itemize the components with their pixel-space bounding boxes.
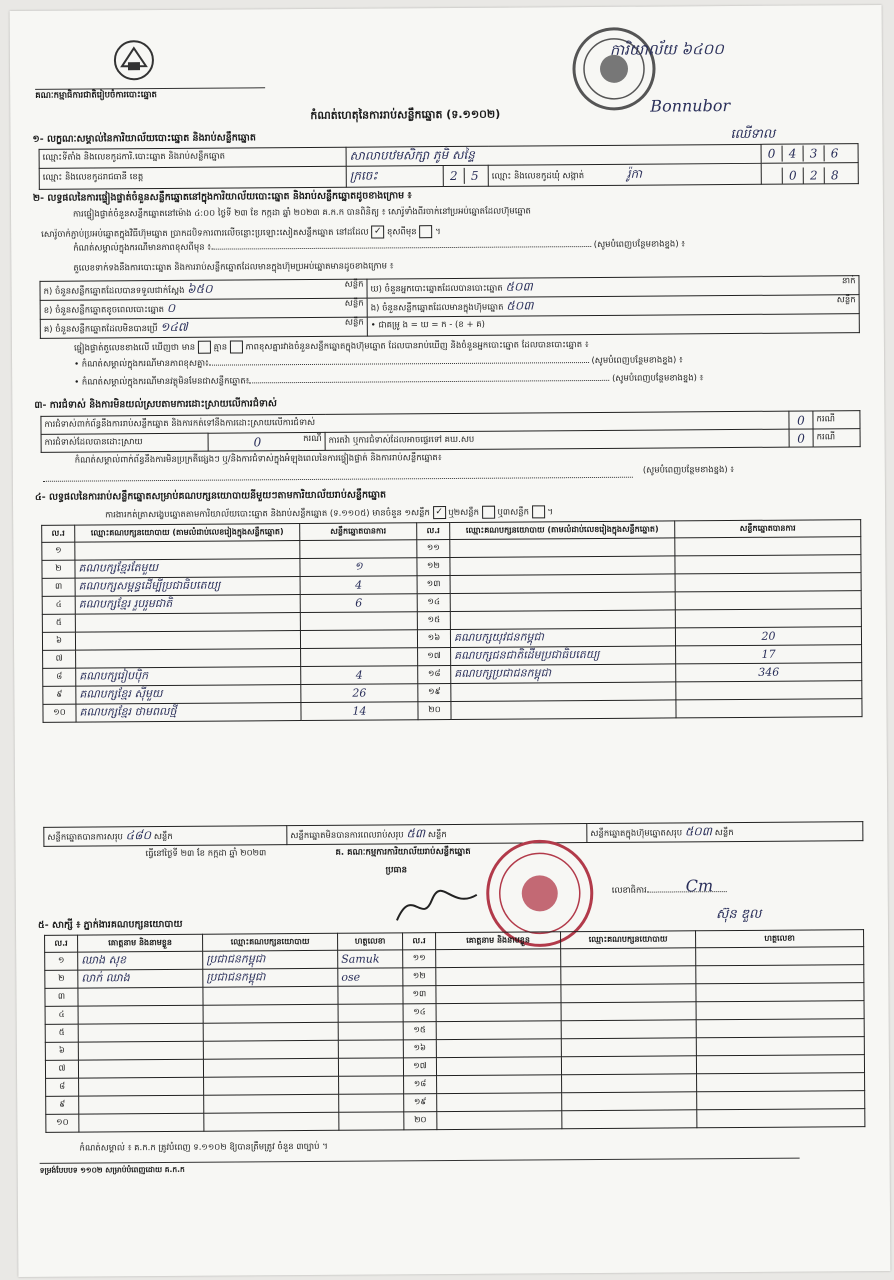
total-invalid: សន្លឹកឆ្នោតមិនបានការពេលរាប់សរុប ៥៣ សន្លឹក — [287, 824, 587, 845]
row-no: ១៥ — [417, 611, 450, 629]
witness-signature: ose — [338, 968, 403, 986]
witness-name — [436, 985, 561, 1004]
section1-table — [39, 143, 859, 190]
col-votes-2: សន្លឹកឆ្នោតបានការ — [675, 520, 861, 538]
witness-party — [561, 966, 696, 985]
count-label-2: ង) ចំនួនសន្លឹកឆ្នោតដែលមានក្នុងហ៊ុមឆ្នោត ៥០៣ សន្លឹក — [367, 295, 859, 317]
vote-count — [675, 573, 861, 592]
chair-label: ប្រធាន — [385, 865, 408, 876]
two-sheet-checkbox[interactable] — [482, 506, 495, 519]
party-name: គណបក្សជនជាតិដើមប្រជាធិបតេយ្យ — [451, 646, 676, 666]
row-no: ៤ — [45, 1006, 78, 1024]
secretary-name: ស៊ុន ឌួល — [715, 906, 762, 923]
vote-count: 20 — [675, 627, 861, 646]
objection-fill-hint: (សូមបំពេញបន្ថែមខាងខ្នង) ៖ — [642, 465, 735, 476]
objection-label: ការជំទាស់ពាក់ព័ន្ធនឹងការរាប់សន្លឹកឆ្នោត និងការកត់ទៅនឹងការដោះស្រាយលើការជំទាស់ — [41, 411, 789, 434]
count-table — [39, 275, 859, 339]
section4-intro: ការងារកត់ត្រាសង្ខេបឆ្នោតតាមការិយាល័យបោះឆ្នោត និងរាប់សន្លឹកឆ្នោត (ទ.១១០៥) មានចំនួន ១សន្លឹក ✓ ឬ២សន្លឹក ឬ៣សន្លឹក ។ — [105, 507, 554, 521]
party-name — [451, 682, 676, 702]
witness-signature — [696, 983, 864, 1002]
commune-code: 0 2 8 — [761, 163, 858, 185]
party-name: គណបក្សខ្មែរតែមួយ — [75, 559, 300, 579]
party-name: គណបក្សខ្មែរ ថាមពលថ្មី — [76, 703, 301, 723]
witness-signature — [338, 1004, 403, 1022]
results-table — [41, 519, 862, 723]
witness-name — [436, 949, 561, 968]
row-no: ១៩ — [418, 683, 451, 701]
count-label-2: ឃ) ចំនួនអ្នកបោះឆ្នោតដែលបានបោះឆ្នោត ៥០៣ នាក់ — [367, 276, 859, 298]
col-party-2: ឈ្មោះគណបក្សនយោបាយ (តាមលំដាប់លេខរៀងក្នុងសន្លឹកឆ្នោត) — [450, 521, 675, 540]
footer-note: កំណត់សម្គាល់ ៖ គ.ក.ក ត្រូវបំពេញ ទ.១១០២ ឱ្យបានត្រឹមត្រូវ ចំនួន ៣ច្បាប់ ។ — [79, 1141, 328, 1154]
vote-count — [675, 609, 861, 628]
vote-count — [675, 591, 861, 610]
count-label: ខ) ចំនួនសន្លឹកឆ្នោតខូចពេលបោះឆ្នោត ០ សន្លឹក — [40, 298, 367, 319]
witness-party — [562, 1110, 697, 1129]
witness-signature — [697, 1109, 865, 1128]
location-value: សាលាបឋមសិក្សា ភូមិ សន្ទៃ — [346, 144, 761, 166]
witness-party — [204, 1112, 339, 1131]
party-name — [450, 556, 675, 576]
row-no: ១០ — [43, 704, 76, 722]
party-name: គណបក្សខ្មែរ រួបរួមជាតិ — [75, 595, 300, 615]
col-no: ល.រ — [42, 525, 75, 542]
row-no: ២ — [45, 970, 78, 988]
col-no-2: ល.រ — [417, 522, 450, 539]
party-name — [75, 631, 300, 651]
witness-party — [203, 1058, 338, 1077]
check-line: ផ្ទៀងផ្ទាត់តួលេខខាងលើ ឃើញថា មាន គ្មាន ភាពខុសគ្នារវាងចំនួនសន្លឹកឆ្នោតក្នុងហ៊ុមឆ្នោត ដែលបានរាប់ឃើញ និងចំនួនអ្នកបោះឆ្នោត ដែលបានបោះឆ្នោត ៖ — [73, 340, 589, 354]
vote-count: ១ — [300, 558, 417, 577]
witness-name — [78, 1023, 203, 1042]
col-votes: សន្លឹកឆ្នោតបានការ — [300, 523, 417, 541]
vote-count: 4 — [300, 576, 417, 595]
row-no: ៩ — [46, 1096, 79, 1114]
witness-signature — [696, 965, 864, 984]
witness-party — [562, 1092, 697, 1111]
row-no: ១៣ — [403, 986, 436, 1004]
party-name: គណបក្សប្រជាជនកម្ពុជា — [451, 664, 676, 684]
witness-name — [79, 1113, 204, 1132]
party-name: គណបក្សខ្មែរ ស៊ីមួយ — [76, 685, 301, 705]
witness-party — [204, 1076, 339, 1095]
witness-party — [203, 1004, 338, 1023]
witness-party — [561, 1056, 696, 1075]
row-no: ១២ — [403, 968, 436, 986]
row-no: ៥ — [42, 614, 75, 632]
witness-party — [203, 1040, 338, 1059]
witness-name — [436, 967, 561, 986]
row-no: ២ — [42, 560, 75, 578]
vote-count: 14 — [301, 702, 418, 721]
witness-name — [436, 1021, 561, 1040]
section4-title: ៤- លទ្ធផលនៃការរាប់សន្លឹកឆ្នោតសម្រាប់គណបក្សនយោបាយនីមួយៗតាមការិយាល័យរាប់សន្លឹកឆ្នោត — [34, 489, 387, 503]
signer-note: Bonnubor — [650, 96, 731, 116]
witness-name — [78, 1059, 203, 1078]
witness-signature — [696, 1055, 864, 1074]
section5-title: ៥- សាក្សី ៖ ភ្នាក់ងារគណបក្សនយោបាយ — [37, 918, 183, 931]
row-no: ៦ — [42, 632, 75, 650]
row-no: ១៨ — [418, 665, 451, 683]
count-label: ក) ចំនួនសន្លឹកឆ្នោតដែលបានទទួលជាក់ស្តែង ៦៥០ សន្លឹក — [40, 279, 367, 300]
form-sheet — [10, 5, 891, 1277]
office-stamp-icon — [570, 25, 659, 114]
witness-signature — [338, 986, 403, 1004]
vote-count — [301, 648, 418, 667]
secretary-label: លេខាធិការ — [612, 886, 727, 897]
row-no: ៧ — [45, 1060, 78, 1078]
section2-title: ២- លទ្ធផលនៃការផ្ទៀងផ្ទាត់ចំនួនសន្លឹកឆ្នោតនៅក្នុងការិយាល័យបោះឆ្នោត និងរាប់សន្លឹកឆ្នោតដូចខាងក្រោម ៖ — [32, 190, 412, 204]
vote-count: 4 — [301, 666, 418, 685]
witness-name — [436, 1057, 561, 1076]
objection-note-line — [43, 477, 633, 482]
made-at: ធ្វើនៅថ្ងៃទី ២៣ ខែ កក្កដា ឆ្នាំ ២០២៣ — [145, 848, 267, 860]
witness-signature — [696, 1019, 864, 1038]
objection-table — [40, 410, 860, 453]
bullet-note-2: • កំណត់សម្គាល់ក្នុងករណីមានវត្ថុមិនមែនជាសន្លឹកឆ្នោត៖ (សូមបំពេញបន្ថែមខាងខ្នង) ៖ — [74, 373, 704, 388]
section1-title: ១- លក្ខណៈសម្គាល់នៃការិយាល័យបោះឆ្នោត និងរាប់សន្លឹកឆ្នោត — [32, 132, 256, 145]
witness-party: ប្រជាជនកម្ពុជា — [203, 968, 338, 987]
transferred-label: ការតវ៉ា ឬការជំទាស់ដែលអាចផ្ទេរទៅ គឃ.សប — [325, 429, 789, 450]
witness-name: ឈាង សុខ — [78, 951, 203, 970]
section2-note: កំណត់សម្គាល់ក្នុងករណីមានភាពខុសពីមុន ៖ (សូមបំពេញបន្ថែមខាងខ្នង) ៖ — [73, 239, 686, 254]
row-no: ៨ — [46, 1078, 79, 1096]
row-no: ១៤ — [417, 593, 450, 611]
secretary-signature: Cm — [685, 876, 714, 896]
witness-name — [78, 1041, 203, 1060]
row-no: ១ — [45, 952, 78, 970]
party-name: គណបក្សរៀបប៉ិក — [76, 667, 301, 687]
witness-name — [436, 1039, 561, 1058]
vote-count: 6 — [300, 594, 417, 613]
party-name — [75, 541, 300, 561]
witness-name — [79, 1095, 204, 1114]
same-checkbox[interactable]: ✓ — [371, 225, 384, 238]
witness-name — [78, 1005, 203, 1024]
section2-subtitle: តួលេខទាក់ទងនឹងការបោះឆ្នោត និងការរាប់សន្លឹកឆ្នោតដែលមានក្នុងហ៊ុមប្រអប់ឆ្នោតមានដូចខាងក្រោម ៖ — [73, 261, 394, 274]
province-label: ឈ្មោះ និងលេខកូដរាជធានី ខេត្ត — [39, 166, 346, 189]
total-box: សន្លឹកឆ្នោតក្នុងហ៊ុមឆ្នោតសរុប ៥០៣ សន្លឹក — [587, 822, 863, 843]
party-name — [76, 649, 301, 669]
bullet-note-1: • កំណត់សម្គាល់ក្នុងករណីមានភាពខុសគ្នា៖ (សូមបំពេញបន្ថែមខាងខ្នង) ៖ — [74, 355, 683, 370]
vote-count — [300, 540, 417, 559]
party-name — [450, 574, 675, 594]
row-no: ១១ — [417, 539, 450, 557]
count-label: គ) ចំនួនសន្លឹកឆ្នោតដែលមិនបានប្រើ ១៤៧ សន្លឹក — [40, 317, 367, 338]
stamp-note: ការិយាល័យ ៦៤០០ — [609, 40, 724, 59]
form-code: ទម្រង់បែបបទ ១១០២ សម្រាប់បំពេញដោយ គ.ក.ក — [39, 1164, 185, 1175]
org-name: គណៈកម្មាធិការជាតិរៀបចំការបោះឆ្នោត — [35, 87, 265, 101]
row-no: ២០ — [404, 1112, 437, 1130]
row-no: ១៩ — [404, 1094, 437, 1112]
total-valid: សន្លឹកឆ្នោតបានការសរុប ៤៨០ សន្លឹក — [44, 826, 287, 847]
witness-signature — [696, 947, 864, 966]
row-no: ១៧ — [403, 1058, 436, 1076]
row-no: ១១ — [403, 950, 436, 968]
one-sheet-checkbox[interactable]: ✓ — [433, 506, 446, 519]
witness-party — [561, 984, 696, 1003]
row-no: ១៧ — [418, 647, 451, 665]
section2-intro: ការផ្ទៀងផ្ទាត់ចំនួនសន្លឹកឆ្នោតនៅម៉ោង ៤:០០ ថ្ងៃទី ២៣ ខែ កក្កដា ឆ្នាំ ២០២៣ គ.ក.ក បានពិនិត្យ ៖ សោរ៉ូទាំងពីរចាក់នៅប្រអប់ឆ្នោតដែលហ៊ុមឆ្នោត — [72, 206, 531, 220]
witness-name — [436, 1003, 561, 1022]
witness-signature — [338, 1022, 403, 1040]
witness-party — [561, 1002, 696, 1021]
witness-party — [562, 1074, 697, 1093]
location-label: ឈ្មោះទីតាំង និងលេខកូដការិ.បោះឆ្នោត និងរាប់សន្លឹកឆ្នោត — [39, 147, 346, 168]
objection-unit: ករណី — [813, 411, 860, 429]
row-no: ១០ — [46, 1114, 79, 1132]
party-name: គណបក្សសម្ពន្ធដើម្បីប្រជាធិបតេយ្យ — [75, 577, 300, 597]
totals-table — [43, 821, 863, 847]
witness-name — [437, 1111, 562, 1130]
witness-name — [78, 987, 203, 1006]
vote-count: 17 — [676, 645, 862, 664]
row-no: ៤ — [42, 596, 75, 614]
witness-signature: Samuk — [338, 950, 403, 968]
col-party: ឈ្មោះគណបក្សនយោបាយ (តាមលំដាប់លេខរៀងក្នុងសន្លឹកឆ្នោត) — [75, 524, 300, 543]
witness-party — [561, 948, 696, 967]
witness-name — [79, 1077, 204, 1096]
party-name — [451, 700, 676, 720]
row-no: ៦ — [45, 1042, 78, 1060]
witness-party — [561, 1020, 696, 1039]
no-diff-checkbox[interactable] — [230, 340, 243, 353]
location-code: 0 4 3 6 — [761, 144, 858, 164]
row-no: ៨ — [43, 668, 76, 686]
province-code: 2 5 — [443, 165, 488, 186]
witness-signature — [338, 1040, 403, 1058]
witness-name: លាក់ ឈាង — [78, 969, 203, 988]
row-no: ១៦ — [417, 629, 450, 647]
row-no: ១៦ — [403, 1040, 436, 1058]
footer-divider — [40, 1158, 800, 1164]
form-title: កំណត់ហេតុនៃការរាប់សន្លឹកឆ្នោត (ទ.១១០២) — [310, 107, 501, 122]
witness-name — [437, 1093, 562, 1112]
transferred-unit: ករណី — [813, 429, 860, 447]
vote-count — [300, 630, 417, 649]
vote-count — [676, 699, 862, 718]
party-name — [450, 610, 675, 630]
witness-party: ប្រជាជនកម្ពុជា — [203, 950, 338, 969]
witness-signature — [697, 1073, 865, 1092]
witness-table: ល.រ គោត្តនាម និងនាមខ្លួន ឈ្មោះគណបក្សនយោបាយ ហត្ថលេខា ល.រ គោត្តនាម និងនាមខ្លួន ឈ្មោះគណបក្សនយោបាយ ហត្ថលេខា ១ ឈាង សុខ ប្រជាជនកម្ពុជា Samuk ១១ ២ លាក់ ឈាង ប្រជាជនកម្ពុជា ose ១២ ៣ ១៣ ៤ ១៤ ៥ ១៥ ៦ ១៦ ៧ ១៧ ៨ ១៨ ៩ ១៩ ១០ ២០ — [44, 929, 865, 1133]
row-no: ១៨ — [404, 1076, 437, 1094]
section3-title: ៣- ការជំទាស់ និងការមិនយល់ស្របតាមការដោះស្រាយលើការជំទាស់ — [34, 398, 277, 411]
province-value: ក្រចេះ — [346, 166, 443, 188]
witness-name — [437, 1075, 562, 1094]
witness-signature — [697, 1091, 865, 1110]
row-no: ៧ — [43, 650, 76, 668]
witness-party — [204, 1094, 339, 1113]
witness-signature — [339, 1094, 404, 1112]
party-name — [450, 538, 675, 558]
row-no: ៩ — [43, 686, 76, 704]
diff-checkbox[interactable] — [419, 225, 432, 238]
vote-count — [676, 681, 862, 700]
witness-signature — [338, 1058, 403, 1076]
has-diff-checkbox[interactable] — [198, 341, 211, 354]
row-no: ១ — [42, 542, 75, 560]
nec-logo-icon — [112, 38, 156, 82]
row-no: ២០ — [418, 701, 451, 719]
witness-signature — [339, 1076, 404, 1094]
count-formula: • ជាគម្រូ ង = ឃ = ក - (ខ + គ) — [367, 314, 859, 336]
transferred-value: 0 — [789, 429, 813, 447]
three-sheet-checkbox[interactable] — [532, 505, 545, 518]
row-no: ១២ — [417, 557, 450, 575]
witness-signature — [339, 1112, 404, 1130]
witness-party — [203, 986, 338, 1005]
row-no: ១៣ — [417, 575, 450, 593]
signer-note-2: ឈើទាល — [730, 126, 776, 143]
party-name — [75, 613, 300, 633]
witness-party — [561, 1038, 696, 1057]
party-name — [450, 592, 675, 612]
resolved-value: 0 ករណី — [208, 432, 325, 451]
vote-count: 346 — [676, 663, 862, 682]
party-name: គណបក្សយុវជនកម្ពុជា — [450, 628, 675, 648]
witness-signature — [696, 1037, 864, 1056]
objection-value: 0 — [789, 411, 813, 429]
witness-signature — [696, 1001, 864, 1020]
row-no: ៥ — [45, 1024, 78, 1042]
vote-count — [675, 537, 861, 556]
row-no: ៣ — [42, 578, 75, 596]
section2-intro2: សោរ៉ូចាក់ភ្ជាប់ប្រអប់ឆ្នោតក្នុងវិធីហ៊ុមឆ្នោត ប្រាកដបិទការពារលើចន្លោះប្រឡោះសៀតសន្លឹកឆ្នោត នៅដដែល ✓ ខុសពីមុន ។ — [41, 226, 441, 240]
vote-count — [675, 555, 861, 574]
committee-label: គ. គណៈកម្មការការិយាល័យរាប់សន្លឹកឆ្នោត — [335, 846, 471, 858]
row-no: ១៤ — [403, 1004, 436, 1022]
row-no: ៣ — [45, 988, 78, 1006]
chair-signature-icon — [392, 880, 482, 931]
objection-note: កំណត់សម្គាល់ពាក់ព័ន្ធនឹងការមិនប្រក្រតីផ្សេងៗ ឬ/និងការជំទាស់ក្នុងអំឡុងពេលនៃការផ្ទៀងផ្ទាត់ និងការរាប់សន្លឹកឆ្នោត៖ — [74, 453, 442, 466]
resolved-label: ការជំទាស់ដែលបានដោះស្រាយ — [41, 433, 208, 452]
commune-label: ឈ្មោះ និងលេខកូដឃុំ សង្កាត់ រ៉ូកា — [488, 163, 761, 186]
row-no: ១៥ — [403, 1022, 436, 1040]
vote-count — [300, 612, 417, 631]
vote-count: 26 — [301, 684, 418, 703]
witness-party — [203, 1022, 338, 1041]
